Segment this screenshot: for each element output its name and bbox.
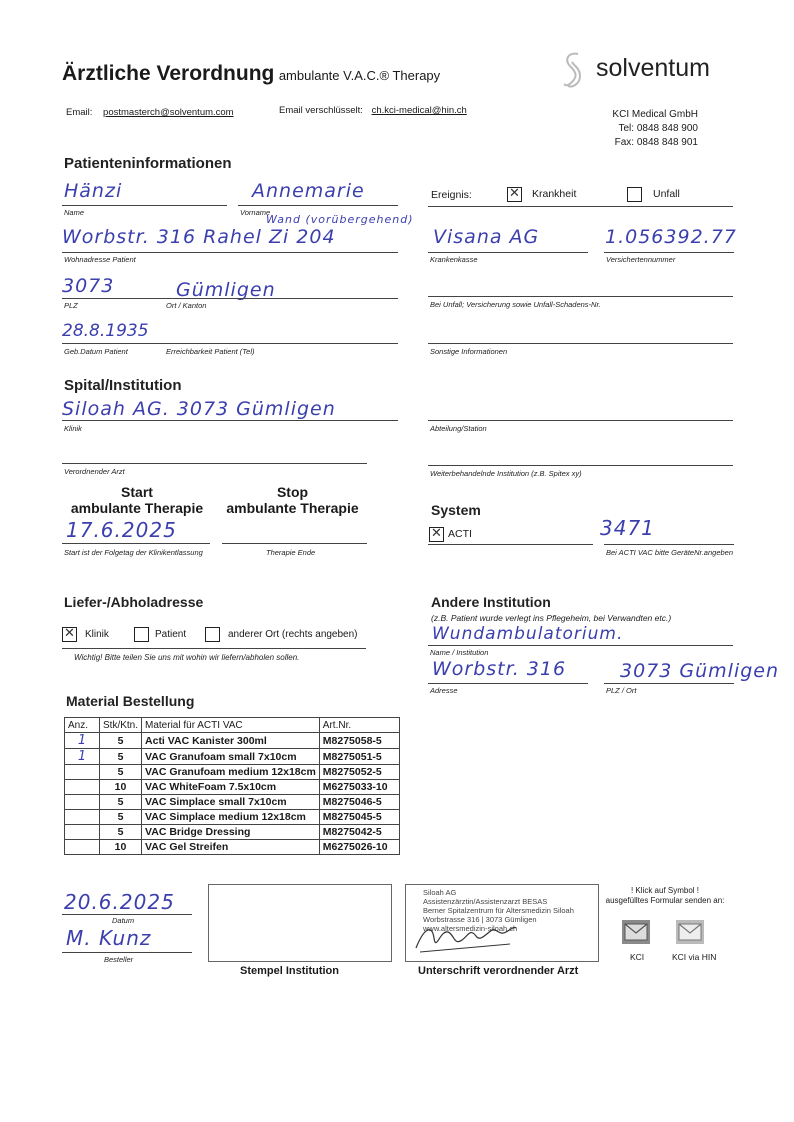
stempel-label: Stempel Institution [240,965,339,977]
name-label: Name [64,208,85,217]
klinik-label: Klinik [64,424,82,433]
anz-cell[interactable] [65,840,100,855]
stop-title-1: Stop [276,484,309,500]
col-material: Material für ACTI VAC [142,718,320,733]
geraete-nr[interactable]: 3471 [600,516,655,540]
send-kci-hin-button[interactable] [676,920,704,944]
ereignis-label: Ereignis: [431,189,472,201]
table-row [65,765,400,780]
section-andere: Andere Institution [431,594,551,610]
krankenkasse-value[interactable]: Visana AG [433,226,540,248]
patient-vorname[interactable]: Annemarie [252,180,365,202]
brand-logo [560,50,730,90]
klick-line-1: ! Klick auf Symbol ! [630,886,700,895]
art-cell: M8275046-5 [319,795,399,810]
patient-address[interactable]: Worbstr. 316 Rahel Zi 204 [62,226,336,248]
start-title-2: ambulante Therapie [70,500,204,516]
geraete-label: Bei ACTI VAC bitte GeräteNr.angeben [606,548,734,557]
krankenkasse-label: Krankenkasse [430,255,478,264]
art-cell: M6275033-10 [319,780,399,795]
dob-label: Geb.Datum Patient [64,347,128,356]
anz-cell[interactable]: 1 [65,733,100,749]
plz-label: PLZ [64,301,78,310]
patient-name[interactable]: Hänzi [64,180,123,202]
address-note: Wand (vorübergehend) [266,213,414,226]
stk-cell: 10 [100,840,142,855]
stk-cell: 5 [100,765,142,780]
section-spital: Spital/Institution [64,377,182,394]
mail-icon [622,920,650,944]
versichertennummer-label: Versichertennummer [606,255,676,264]
stamp-line-4: Worbstrasse 316 | 3073 Gümligen [423,915,537,924]
col-stk: Stk/Ktn. [100,718,142,733]
art-cell: M6275026-10 [319,840,399,855]
acti-label: ACTI [448,528,472,540]
stempel-box [208,884,392,962]
sonstige-label: Sonstige Informationen [430,347,508,356]
liefer-anderer-checkbox[interactable] [205,627,220,642]
unfall-label: Unfall [653,188,680,200]
art-cell: M8275045-5 [319,810,399,825]
liefer-klinik-checkbox[interactable] [62,627,77,642]
email-label: Email: [66,107,93,118]
section-material: Material Bestellung [66,693,195,709]
patient-ort[interactable]: Gümligen [176,279,276,301]
besteller-label: Besteller [104,955,134,964]
table-row [65,795,400,810]
liefer-klinik-label: Klinik [85,629,109,640]
stk-cell: 5 [100,825,142,840]
datum-value[interactable]: 20.6.2025 [64,890,175,914]
art-cell: M8275052-5 [319,765,399,780]
stamp-line-1: Siloah AG [423,888,457,897]
table-row [65,825,400,840]
andere-plz-ort-label: PLZ / Ort [606,686,637,695]
stamp-line-2: Assistenzärztin/Assistenzarzt BESAS [423,897,548,906]
stk-cell: 5 [100,795,142,810]
anz-cell[interactable] [65,810,100,825]
company-fax: Fax: 0848 848 901 [614,137,698,148]
vorname-label: Vorname [240,208,271,217]
kci-label: KCI [630,952,645,962]
company-info [604,108,698,150]
liefer-patient-checkbox[interactable] [134,627,149,642]
krankheit-checkbox[interactable] [507,187,522,202]
col-anz: Anz. [65,718,100,733]
andere-name-label: Name / Institution [430,648,489,657]
stop-title [220,484,365,516]
table-row [65,810,400,825]
abteilung-label: Abteilung/Station [430,424,487,433]
material-cell: VAC Simplace medium 12x18cm [142,810,320,825]
material-cell: Acti VAC Kanister 300ml [142,733,320,749]
anz-cell[interactable] [65,795,100,810]
liefer-note: Wichtig! Bitte teilen Sie uns mit wohin wir liefern/abholen sollen. [74,653,300,662]
section-liefer: Liefer-/Abholadresse [64,594,204,610]
krankheit-label: Krankheit [532,188,577,200]
reach-label: Erreichbarkeit Patient (Tel) [166,347,255,356]
material-cell: VAC Granufoam small 7x10cm [142,749,320,765]
material-cell: VAC Simplace small 7x10cm [142,795,320,810]
mail-secure-icon [676,920,704,944]
email-enc-link[interactable]: ch.kci-medical@hin.ch [371,105,467,116]
subtitle: ambulante V.A.C.® Therapy [278,68,441,83]
table-row [65,780,400,795]
material-cell: VAC Gel Streifen [142,840,320,855]
material-cell: VAC Granufoam medium 12x18cm [142,765,320,780]
andere-name[interactable]: Wundambulatorium. [432,624,624,644]
klinik-value[interactable]: Siloah AG. 3073 Gümligen [62,398,336,420]
page-title [62,62,440,86]
unfall-nr-label: Bei Unfall; Versicherung sowie Unfall-Schadens-Nr. [430,300,601,309]
stamp-line-3: Berner Spitalzentrum für Altersmedizin Siloah [423,906,574,915]
kci-hin-label: KCI via HIN [672,952,717,962]
material-cell: VAC WhiteFoam 7.5x10cm [142,780,320,795]
brand-name: solventum [596,54,710,82]
stk-cell: 5 [100,749,142,765]
send-hint [602,886,728,906]
besteller-value[interactable]: M. Kunz [66,926,152,950]
stop-label: Therapie Ende [266,548,316,557]
col-art: Art.Nr. [319,718,399,733]
material-table [64,717,400,855]
email-enc-label: Email verschlüsselt: [279,105,363,116]
weiter-label: Weiterbehandelnde Institution (z.B. Spitex xy) [430,469,582,478]
klick-line-2: ausgefülltes Formular senden an: [605,896,725,905]
acti-checkbox[interactable] [429,527,444,542]
email-link[interactable]: postmasterch@solventum.com [103,107,234,118]
anz-cell[interactable] [65,825,100,840]
start-title-1: Start [121,484,153,500]
title: Ärztliche Verordnung [62,62,275,85]
anz-cell[interactable] [65,780,100,795]
start-label: Start ist der Folgetag der Klinikentlassung [64,548,203,557]
company-tel: Tel: 0848 848 900 [618,123,698,134]
send-kci-button[interactable] [622,920,650,944]
stk-cell: 5 [100,733,142,749]
signature-scribble [410,918,520,958]
datum-label: Datum [112,916,135,925]
stk-cell: 10 [100,780,142,795]
art-cell: M8275051-5 [319,749,399,765]
ort-label: Ort / Kanton [166,301,207,310]
anz-cell[interactable] [65,765,100,780]
andere-address[interactable]: Worbstr. 316 [432,658,567,680]
arzt-label: Verordnender Arzt [64,467,125,476]
patient-plz[interactable]: 3073 [62,275,115,297]
liefer-patient-label: Patient [155,629,187,640]
andere-subtitle: (z.B. Patient wurde verlegt ins Pflegeheim, bei Verwandten etc.) [431,613,672,623]
art-cell: M8275042-5 [319,825,399,840]
section-patient: Patienteninformationen [64,155,232,172]
versichertennummer-value[interactable]: 1.056392.77 [605,226,737,248]
andere-plz-ort[interactable]: 3073 Gümligen [620,660,780,682]
table-row [65,749,400,765]
stop-title-2: ambulante Therapie [226,500,359,516]
anz-cell[interactable]: 1 [65,749,100,765]
section-system: System [431,502,481,518]
table-row [65,733,400,749]
table-row [65,840,400,855]
art-cell: M8275058-5 [319,733,399,749]
liefer-anderer-label: anderer Ort (rechts angeben) [228,629,358,640]
solventum-s-icon [560,50,588,90]
email-enc-row [279,105,467,116]
start-date[interactable]: 17.6.2025 [66,518,177,542]
andere-address-label: Adresse [430,686,458,695]
email-row [66,107,234,118]
unterschrift-label: Unterschrift verordnender Arzt [418,965,579,977]
patient-dob[interactable]: 28.8.1935 [62,321,149,341]
address-label: Wohnadresse Patient [64,255,136,264]
stamp-line-5: www.altersmedizin-siloah.ch [423,924,518,933]
stk-cell: 5 [100,810,142,825]
material-cell: VAC Bridge Dressing [142,825,320,840]
start-title [62,484,212,516]
unfall-checkbox[interactable] [627,187,642,202]
company-name: KCI Medical GmbH [612,109,698,120]
